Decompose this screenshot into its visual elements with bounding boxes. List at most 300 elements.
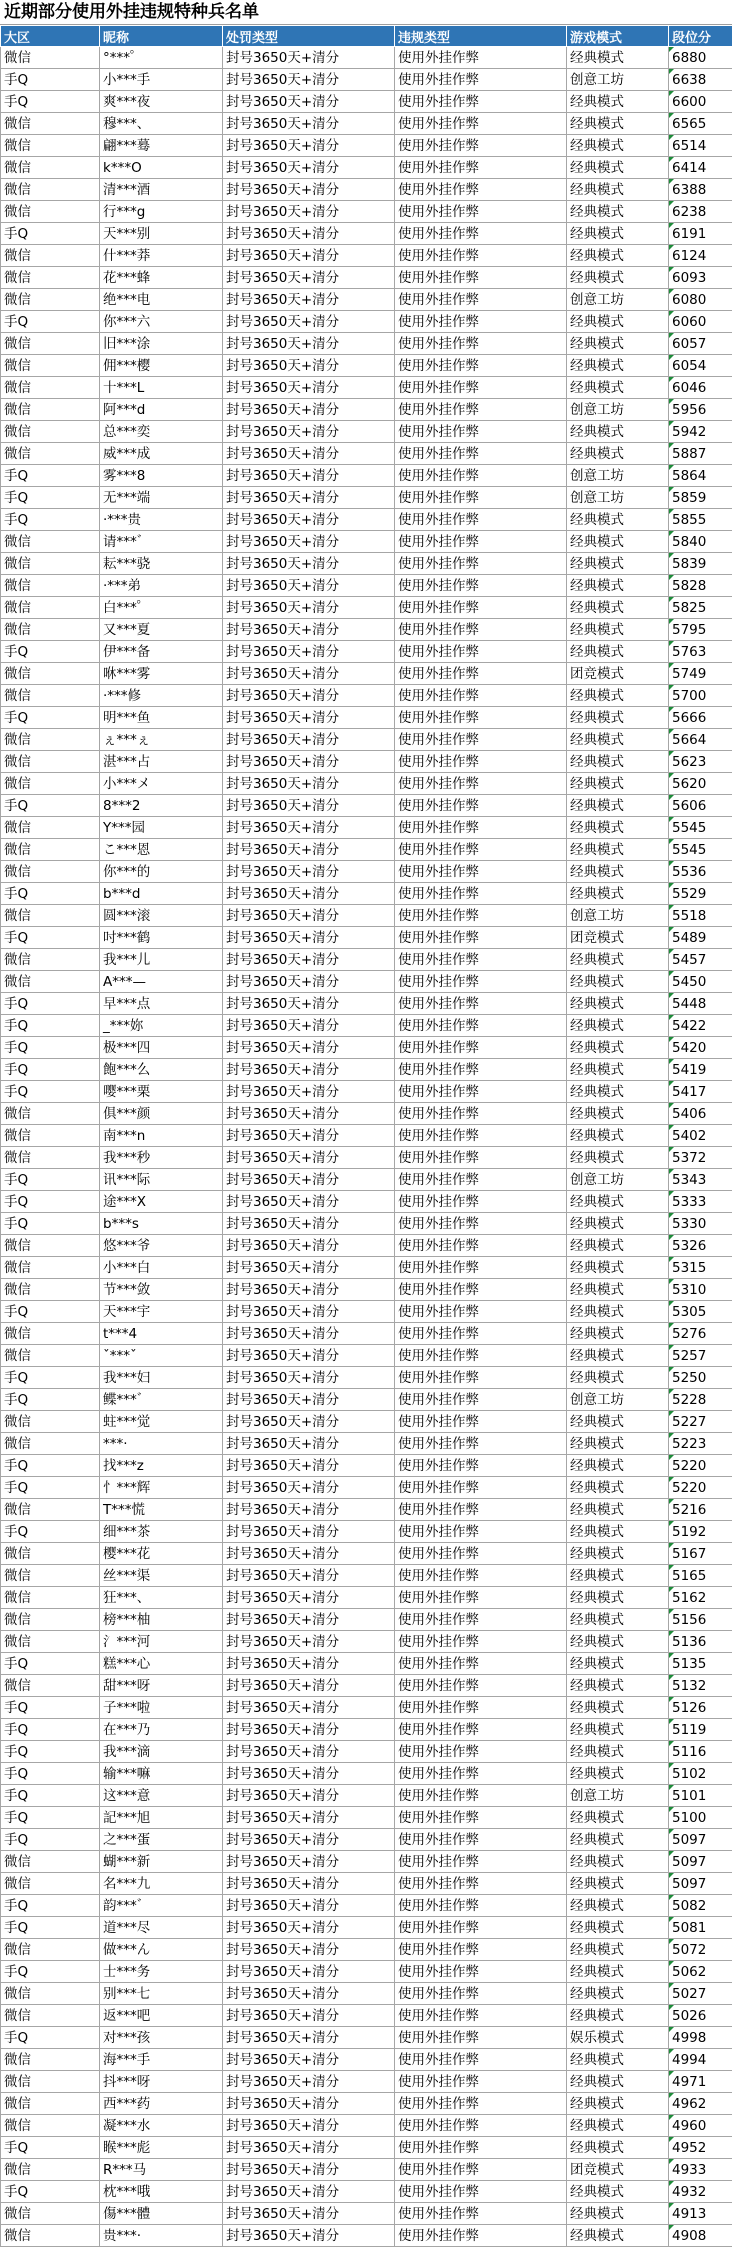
cell-penalty[interactable]: 封号3650天+清分 bbox=[223, 971, 395, 993]
header-rank-score[interactable]: 段位分 bbox=[669, 26, 732, 47]
cell-game-mode[interactable]: 经典模式 bbox=[567, 377, 669, 399]
header-game-mode[interactable]: 游戏模式 bbox=[567, 26, 669, 47]
cell-game-mode[interactable]: 经典模式 bbox=[567, 1081, 669, 1103]
cell-penalty[interactable]: 封号3650天+清分 bbox=[223, 421, 395, 443]
cell-nickname[interactable]: こ***恩 bbox=[100, 839, 223, 861]
cell-violation[interactable]: 使用外挂作弊 bbox=[395, 245, 567, 267]
cell-rank-score[interactable]: 5529 bbox=[669, 883, 732, 905]
cell-violation[interactable]: 使用外挂作弊 bbox=[395, 619, 567, 641]
cell-penalty[interactable]: 封号3650天+清分 bbox=[223, 2203, 395, 2225]
cell-region[interactable]: 微信 bbox=[1, 2049, 100, 2071]
cell-penalty[interactable]: 封号3650天+清分 bbox=[223, 1521, 395, 1543]
cell-penalty[interactable]: 封号3650天+清分 bbox=[223, 201, 395, 223]
cell-nickname[interactable]: ぇ***ぇ bbox=[100, 729, 223, 751]
cell-region[interactable]: 微信 bbox=[1, 619, 100, 641]
cell-region[interactable]: 微信 bbox=[1, 443, 100, 465]
cell-rank-score[interactable]: 5305 bbox=[669, 1301, 732, 1323]
cell-nickname[interactable]: 甜***呀 bbox=[100, 1675, 223, 1697]
cell-nickname[interactable]: 丝***渠 bbox=[100, 1565, 223, 1587]
cell-nickname[interactable]: 樱***花 bbox=[100, 1543, 223, 1565]
cell-region[interactable]: 微信 bbox=[1, 971, 100, 993]
cell-violation[interactable]: 使用外挂作弊 bbox=[395, 2049, 567, 2071]
cell-region[interactable]: 微信 bbox=[1, 1345, 100, 1367]
cell-penalty[interactable]: 封号3650天+清分 bbox=[223, 553, 395, 575]
cell-region[interactable]: 微信 bbox=[1, 729, 100, 751]
cell-region[interactable]: 微信 bbox=[1, 1433, 100, 1455]
cell-penalty[interactable]: 封号3650天+清分 bbox=[223, 1125, 395, 1147]
cell-nickname[interactable]: 你***六 bbox=[100, 311, 223, 333]
cell-penalty[interactable]: 封号3650天+清分 bbox=[223, 1169, 395, 1191]
cell-penalty[interactable]: 封号3650天+清分 bbox=[223, 2093, 395, 2115]
cell-rank-score[interactable]: 5956 bbox=[669, 399, 732, 421]
cell-violation[interactable]: 使用外挂作弊 bbox=[395, 1103, 567, 1125]
cell-game-mode[interactable]: 经典模式 bbox=[567, 817, 669, 839]
cell-region[interactable]: 手Q bbox=[1, 795, 100, 817]
cell-penalty[interactable]: 封号3650天+清分 bbox=[223, 2181, 395, 2203]
cell-violation[interactable]: 使用外挂作弊 bbox=[395, 1147, 567, 1169]
cell-region[interactable]: 微信 bbox=[1, 333, 100, 355]
cell-nickname[interactable]: 节***敛 bbox=[100, 1279, 223, 1301]
cell-rank-score[interactable]: 5419 bbox=[669, 1059, 732, 1081]
cell-nickname[interactable]: 鲽***゛ bbox=[100, 1389, 223, 1411]
cell-rank-score[interactable]: 5839 bbox=[669, 553, 732, 575]
cell-penalty[interactable]: 封号3650天+清分 bbox=[223, 91, 395, 113]
cell-game-mode[interactable]: 经典模式 bbox=[567, 641, 669, 663]
cell-penalty[interactable]: 封号3650天+清分 bbox=[223, 1829, 395, 1851]
cell-rank-score[interactable]: 5097 bbox=[669, 1873, 732, 1895]
cell-rank-score[interactable]: 5448 bbox=[669, 993, 732, 1015]
cell-rank-score[interactable]: 5623 bbox=[669, 751, 732, 773]
cell-nickname[interactable]: 讯***际 bbox=[100, 1169, 223, 1191]
cell-penalty[interactable]: 封号3650天+清分 bbox=[223, 1719, 395, 1741]
cell-penalty[interactable]: 封号3650天+清分 bbox=[223, 69, 395, 91]
cell-penalty[interactable]: 封号3650天+清分 bbox=[223, 179, 395, 201]
cell-game-mode[interactable]: 创意工坊 bbox=[567, 1785, 669, 1807]
cell-rank-score[interactable]: 6880 bbox=[669, 47, 732, 69]
cell-rank-score[interactable]: 5167 bbox=[669, 1543, 732, 1565]
cell-violation[interactable]: 使用外挂作弊 bbox=[395, 839, 567, 861]
cell-nickname[interactable]: 在***乃 bbox=[100, 1719, 223, 1741]
cell-violation[interactable]: 使用外挂作弊 bbox=[395, 135, 567, 157]
cell-nickname[interactable]: 狂***、 bbox=[100, 1587, 223, 1609]
cell-game-mode[interactable]: 经典模式 bbox=[567, 1565, 669, 1587]
cell-game-mode[interactable]: 经典模式 bbox=[567, 1631, 669, 1653]
cell-region[interactable]: 微信 bbox=[1, 2005, 100, 2027]
cell-violation[interactable]: 使用外挂作弊 bbox=[395, 817, 567, 839]
cell-rank-score[interactable]: 5545 bbox=[669, 839, 732, 861]
cell-penalty[interactable]: 封号3650天+清分 bbox=[223, 465, 395, 487]
cell-violation[interactable]: 使用外挂作弊 bbox=[395, 1565, 567, 1587]
cell-nickname[interactable]: 返***吧 bbox=[100, 2005, 223, 2027]
cell-game-mode[interactable]: 经典模式 bbox=[567, 1455, 669, 1477]
cell-rank-score[interactable]: 5192 bbox=[669, 1521, 732, 1543]
cell-violation[interactable]: 使用外挂作弊 bbox=[395, 905, 567, 927]
cell-nickname[interactable]: 绝***电 bbox=[100, 289, 223, 311]
cell-rank-score[interactable]: 5100 bbox=[669, 1807, 732, 1829]
cell-nickname[interactable]: 道***尽 bbox=[100, 1917, 223, 1939]
cell-game-mode[interactable]: 经典模式 bbox=[567, 2225, 669, 2247]
cell-game-mode[interactable]: 娱乐模式 bbox=[567, 2027, 669, 2049]
cell-game-mode[interactable]: 创意工坊 bbox=[567, 69, 669, 91]
cell-rank-score[interactable]: 5666 bbox=[669, 707, 732, 729]
cell-violation[interactable]: 使用外挂作弊 bbox=[395, 883, 567, 905]
cell-penalty[interactable]: 封号3650天+清分 bbox=[223, 289, 395, 311]
cell-nickname[interactable]: 蛀***觉 bbox=[100, 1411, 223, 1433]
cell-region[interactable]: 手Q bbox=[1, 223, 100, 245]
header-region[interactable]: 大区 bbox=[1, 26, 100, 47]
cell-region[interactable]: 手Q bbox=[1, 1367, 100, 1389]
cell-penalty[interactable]: 封号3650天+清分 bbox=[223, 399, 395, 421]
cell-game-mode[interactable]: 经典模式 bbox=[567, 135, 669, 157]
cell-penalty[interactable]: 封号3650天+清分 bbox=[223, 223, 395, 245]
cell-rank-score[interactable]: 5536 bbox=[669, 861, 732, 883]
cell-rank-score[interactable]: 5135 bbox=[669, 1653, 732, 1675]
cell-nickname[interactable]: 十***L bbox=[100, 377, 223, 399]
cell-penalty[interactable]: 封号3650天+清分 bbox=[223, 1367, 395, 1389]
cell-game-mode[interactable]: 团竞模式 bbox=[567, 927, 669, 949]
cell-region[interactable]: 微信 bbox=[1, 1873, 100, 1895]
cell-nickname[interactable]: 总***奕 bbox=[100, 421, 223, 443]
cell-violation[interactable]: 使用外挂作弊 bbox=[395, 1609, 567, 1631]
cell-rank-score[interactable]: 5220 bbox=[669, 1477, 732, 1499]
cell-penalty[interactable]: 封号3650天+清分 bbox=[223, 1983, 395, 2005]
cell-violation[interactable]: 使用外挂作弊 bbox=[395, 2027, 567, 2049]
cell-game-mode[interactable]: 经典模式 bbox=[567, 1213, 669, 1235]
cell-region[interactable]: 微信 bbox=[1, 1851, 100, 1873]
cell-rank-score[interactable]: 6565 bbox=[669, 113, 732, 135]
cell-violation[interactable]: 使用外挂作弊 bbox=[395, 201, 567, 223]
cell-region[interactable]: 微信 bbox=[1, 179, 100, 201]
cell-game-mode[interactable]: 经典模式 bbox=[567, 597, 669, 619]
cell-rank-score[interactable]: 6046 bbox=[669, 377, 732, 399]
cell-violation[interactable]: 使用外挂作弊 bbox=[395, 2159, 567, 2181]
cell-game-mode[interactable]: 经典模式 bbox=[567, 619, 669, 641]
cell-violation[interactable]: 使用外挂作弊 bbox=[395, 993, 567, 1015]
header-nickname[interactable]: 昵称 bbox=[100, 26, 223, 47]
cell-violation[interactable]: 使用外挂作弊 bbox=[395, 971, 567, 993]
cell-penalty[interactable]: 封号3650天+清分 bbox=[223, 135, 395, 157]
cell-region[interactable]: 微信 bbox=[1, 1147, 100, 1169]
cell-game-mode[interactable]: 经典模式 bbox=[567, 201, 669, 223]
cell-penalty[interactable]: 封号3650天+清分 bbox=[223, 729, 395, 751]
cell-penalty[interactable]: 封号3650天+清分 bbox=[223, 1345, 395, 1367]
cell-region[interactable]: 手Q bbox=[1, 1037, 100, 1059]
cell-rank-score[interactable]: 5216 bbox=[669, 1499, 732, 1521]
cell-violation[interactable]: 使用外挂作弊 bbox=[395, 949, 567, 971]
cell-violation[interactable]: 使用外挂作弊 bbox=[395, 1455, 567, 1477]
cell-violation[interactable]: 使用外挂作弊 bbox=[395, 91, 567, 113]
cell-nickname[interactable]: 花***蜂 bbox=[100, 267, 223, 289]
cell-region[interactable]: 微信 bbox=[1, 135, 100, 157]
cell-nickname[interactable]: 什***莽 bbox=[100, 245, 223, 267]
cell-game-mode[interactable]: 经典模式 bbox=[567, 1543, 669, 1565]
cell-violation[interactable]: 使用外挂作弊 bbox=[395, 1191, 567, 1213]
cell-region[interactable]: 微信 bbox=[1, 751, 100, 773]
cell-rank-score[interactable]: 5276 bbox=[669, 1323, 732, 1345]
cell-rank-score[interactable]: 5828 bbox=[669, 575, 732, 597]
cell-region[interactable]: 手Q bbox=[1, 1059, 100, 1081]
cell-rank-score[interactable]: 5310 bbox=[669, 1279, 732, 1301]
cell-rank-score[interactable]: 4962 bbox=[669, 2093, 732, 2115]
cell-penalty[interactable]: 封号3650天+清分 bbox=[223, 861, 395, 883]
cell-penalty[interactable]: 封号3650天+清分 bbox=[223, 1433, 395, 1455]
cell-game-mode[interactable]: 经典模式 bbox=[567, 2071, 669, 2093]
cell-rank-score[interactable]: 5855 bbox=[669, 509, 732, 531]
cell-violation[interactable]: 使用外挂作弊 bbox=[395, 1081, 567, 1103]
cell-game-mode[interactable]: 经典模式 bbox=[567, 2005, 669, 2027]
cell-nickname[interactable]: 忄***辉 bbox=[100, 1477, 223, 1499]
cell-region[interactable]: 微信 bbox=[1, 1125, 100, 1147]
cell-violation[interactable]: 使用外挂作弊 bbox=[395, 1037, 567, 1059]
cell-region[interactable]: 手Q bbox=[1, 1763, 100, 1785]
cell-region[interactable]: 手Q bbox=[1, 1015, 100, 1037]
cell-nickname[interactable]: 榜***柚 bbox=[100, 1609, 223, 1631]
cell-violation[interactable]: 使用外挂作弊 bbox=[395, 1279, 567, 1301]
cell-nickname[interactable]: 傷***體 bbox=[100, 2203, 223, 2225]
cell-violation[interactable]: 使用外挂作弊 bbox=[395, 1125, 567, 1147]
cell-game-mode[interactable]: 创意工坊 bbox=[567, 1169, 669, 1191]
cell-region[interactable]: 微信 bbox=[1, 2071, 100, 2093]
cell-nickname[interactable]: 名***九 bbox=[100, 1873, 223, 1895]
cell-nickname[interactable]: 穆***、 bbox=[100, 113, 223, 135]
cell-violation[interactable]: 使用外挂作弊 bbox=[395, 575, 567, 597]
cell-game-mode[interactable]: 经典模式 bbox=[567, 2137, 669, 2159]
cell-game-mode[interactable]: 经典模式 bbox=[567, 1345, 669, 1367]
cell-penalty[interactable]: 封号3650天+清分 bbox=[223, 333, 395, 355]
cell-region[interactable]: 手Q bbox=[1, 927, 100, 949]
cell-rank-score[interactable]: 6191 bbox=[669, 223, 732, 245]
cell-nickname[interactable]: 输***嘛 bbox=[100, 1763, 223, 1785]
cell-game-mode[interactable]: 经典模式 bbox=[567, 267, 669, 289]
cell-rank-score[interactable]: 5220 bbox=[669, 1455, 732, 1477]
cell-penalty[interactable]: 封号3650天+清分 bbox=[223, 817, 395, 839]
cell-region[interactable]: 微信 bbox=[1, 949, 100, 971]
cell-nickname[interactable]: 咻***雾 bbox=[100, 663, 223, 685]
cell-rank-score[interactable]: 5257 bbox=[669, 1345, 732, 1367]
cell-nickname[interactable]: 爽***夜 bbox=[100, 91, 223, 113]
cell-game-mode[interactable]: 经典模式 bbox=[567, 1147, 669, 1169]
cell-region[interactable]: 手Q bbox=[1, 1213, 100, 1235]
cell-game-mode[interactable]: 经典模式 bbox=[567, 1125, 669, 1147]
cell-violation[interactable]: 使用外挂作弊 bbox=[395, 1345, 567, 1367]
cell-game-mode[interactable]: 创意工坊 bbox=[567, 905, 669, 927]
cell-nickname[interactable]: t***4 bbox=[100, 1323, 223, 1345]
cell-penalty[interactable]: 封号3650天+清分 bbox=[223, 993, 395, 1015]
cell-nickname[interactable]: 悠***爷 bbox=[100, 1235, 223, 1257]
cell-violation[interactable]: 使用外挂作弊 bbox=[395, 663, 567, 685]
cell-rank-score[interactable]: 6414 bbox=[669, 157, 732, 179]
cell-penalty[interactable]: 封号3650天+清分 bbox=[223, 2071, 395, 2093]
cell-penalty[interactable]: 封号3650天+清分 bbox=[223, 1785, 395, 1807]
cell-violation[interactable]: 使用外挂作弊 bbox=[395, 1631, 567, 1653]
cell-penalty[interactable]: 封号3650天+清分 bbox=[223, 1499, 395, 1521]
cell-region[interactable]: 手Q bbox=[1, 465, 100, 487]
cell-game-mode[interactable]: 创意工坊 bbox=[567, 289, 669, 311]
cell-nickname[interactable]: 小***白 bbox=[100, 1257, 223, 1279]
cell-rank-score[interactable]: 4908 bbox=[669, 2225, 732, 2247]
cell-penalty[interactable]: 封号3650天+清分 bbox=[223, 685, 395, 707]
cell-rank-score[interactable]: 5097 bbox=[669, 1829, 732, 1851]
cell-violation[interactable]: 使用外挂作弊 bbox=[395, 707, 567, 729]
cell-region[interactable]: 微信 bbox=[1, 1257, 100, 1279]
cell-violation[interactable]: 使用外挂作弊 bbox=[395, 1015, 567, 1037]
cell-region[interactable]: 手Q bbox=[1, 1807, 100, 1829]
cell-rank-score[interactable]: 5749 bbox=[669, 663, 732, 685]
cell-region[interactable]: 微信 bbox=[1, 1609, 100, 1631]
cell-game-mode[interactable]: 经典模式 bbox=[567, 1037, 669, 1059]
cell-penalty[interactable]: 封号3650天+清分 bbox=[223, 1103, 395, 1125]
cell-penalty[interactable]: 封号3650天+清分 bbox=[223, 2027, 395, 2049]
cell-region[interactable]: 手Q bbox=[1, 1301, 100, 1323]
cell-nickname[interactable]: 吋***鹤 bbox=[100, 927, 223, 949]
cell-game-mode[interactable]: 创意工坊 bbox=[567, 1389, 669, 1411]
cell-nickname[interactable]: 途***X bbox=[100, 1191, 223, 1213]
cell-region[interactable]: 微信 bbox=[1, 1587, 100, 1609]
cell-region[interactable]: 微信 bbox=[1, 575, 100, 597]
cell-violation[interactable]: 使用外挂作弊 bbox=[395, 355, 567, 377]
cell-penalty[interactable]: 封号3650天+清分 bbox=[223, 113, 395, 135]
cell-rank-score[interactable]: 4952 bbox=[669, 2137, 732, 2159]
cell-penalty[interactable]: 封号3650天+清分 bbox=[223, 905, 395, 927]
cell-penalty[interactable]: 封号3650天+清分 bbox=[223, 1037, 395, 1059]
cell-nickname[interactable]: 翩***蓦 bbox=[100, 135, 223, 157]
cell-violation[interactable]: 使用外挂作弊 bbox=[395, 421, 567, 443]
cell-region[interactable]: 手Q bbox=[1, 1653, 100, 1675]
cell-region[interactable]: 微信 bbox=[1, 289, 100, 311]
cell-violation[interactable]: 使用外挂作弊 bbox=[395, 113, 567, 135]
cell-game-mode[interactable]: 经典模式 bbox=[567, 1961, 669, 1983]
cell-rank-score[interactable]: 5026 bbox=[669, 2005, 732, 2027]
cell-rank-score[interactable]: 5165 bbox=[669, 1565, 732, 1587]
cell-rank-score[interactable]: 5132 bbox=[669, 1675, 732, 1697]
cell-game-mode[interactable]: 经典模式 bbox=[567, 355, 669, 377]
cell-region[interactable]: 微信 bbox=[1, 1543, 100, 1565]
cell-penalty[interactable]: 封号3650天+清分 bbox=[223, 1477, 395, 1499]
cell-game-mode[interactable]: 经典模式 bbox=[567, 509, 669, 531]
cell-violation[interactable]: 使用外挂作弊 bbox=[395, 1851, 567, 1873]
cell-nickname[interactable]: 威***成 bbox=[100, 443, 223, 465]
cell-penalty[interactable]: 封号3650天+清分 bbox=[223, 1741, 395, 1763]
cell-nickname[interactable]: 请***゛ bbox=[100, 531, 223, 553]
cell-game-mode[interactable]: 经典模式 bbox=[567, 1895, 669, 1917]
cell-violation[interactable]: 使用外挂作弊 bbox=[395, 1521, 567, 1543]
cell-rank-score[interactable]: 5402 bbox=[669, 1125, 732, 1147]
cell-nickname[interactable]: 贵***· bbox=[100, 2225, 223, 2247]
cell-rank-score[interactable]: 6600 bbox=[669, 91, 732, 113]
cell-penalty[interactable]: 封号3650天+清分 bbox=[223, 1015, 395, 1037]
cell-violation[interactable]: 使用外挂作弊 bbox=[395, 1785, 567, 1807]
cell-game-mode[interactable]: 经典模式 bbox=[567, 47, 669, 69]
cell-nickname[interactable]: 8***2 bbox=[100, 795, 223, 817]
cell-violation[interactable]: 使用外挂作弊 bbox=[395, 861, 567, 883]
cell-rank-score[interactable]: 5250 bbox=[669, 1367, 732, 1389]
cell-region[interactable]: 微信 bbox=[1, 1675, 100, 1697]
cell-nickname[interactable]: 糕***心 bbox=[100, 1653, 223, 1675]
cell-violation[interactable]: 使用外挂作弊 bbox=[395, 751, 567, 773]
cell-rank-score[interactable]: 5116 bbox=[669, 1741, 732, 1763]
cell-nickname[interactable]: 早***点 bbox=[100, 993, 223, 1015]
cell-nickname[interactable]: 行***g bbox=[100, 201, 223, 223]
cell-nickname[interactable]: 抖***呀 bbox=[100, 2071, 223, 2093]
cell-nickname[interactable]: 小***手 bbox=[100, 69, 223, 91]
cell-violation[interactable]: 使用外挂作弊 bbox=[395, 1213, 567, 1235]
cell-game-mode[interactable]: 经典模式 bbox=[567, 1675, 669, 1697]
cell-game-mode[interactable]: 经典模式 bbox=[567, 1763, 669, 1785]
cell-nickname[interactable]: 凝***水 bbox=[100, 2115, 223, 2137]
cell-rank-score[interactable]: 5417 bbox=[669, 1081, 732, 1103]
cell-penalty[interactable]: 封号3650天+清分 bbox=[223, 1961, 395, 1983]
cell-region[interactable]: 手Q bbox=[1, 1081, 100, 1103]
cell-violation[interactable]: 使用外挂作弊 bbox=[395, 1257, 567, 1279]
cell-game-mode[interactable]: 经典模式 bbox=[567, 531, 669, 553]
cell-region[interactable]: 微信 bbox=[1, 685, 100, 707]
cell-rank-score[interactable]: 5840 bbox=[669, 531, 732, 553]
cell-nickname[interactable]: 旧***涂 bbox=[100, 333, 223, 355]
cell-penalty[interactable]: 封号3650天+清分 bbox=[223, 1653, 395, 1675]
cell-nickname[interactable]: 天***宇 bbox=[100, 1301, 223, 1323]
cell-game-mode[interactable]: 经典模式 bbox=[567, 421, 669, 443]
cell-penalty[interactable]: 封号3650天+清分 bbox=[223, 1697, 395, 1719]
cell-violation[interactable]: 使用外挂作弊 bbox=[395, 641, 567, 663]
cell-game-mode[interactable]: 经典模式 bbox=[567, 971, 669, 993]
cell-game-mode[interactable]: 经典模式 bbox=[567, 113, 669, 135]
cell-penalty[interactable]: 封号3650天+清分 bbox=[223, 2137, 395, 2159]
cell-game-mode[interactable]: 经典模式 bbox=[567, 157, 669, 179]
cell-nickname[interactable]: 我***儿 bbox=[100, 949, 223, 971]
cell-penalty[interactable]: 封号3650天+清分 bbox=[223, 883, 395, 905]
cell-game-mode[interactable]: 经典模式 bbox=[567, 575, 669, 597]
cell-violation[interactable]: 使用外挂作弊 bbox=[395, 377, 567, 399]
cell-violation[interactable]: 使用外挂作弊 bbox=[395, 443, 567, 465]
cell-rank-score[interactable]: 4994 bbox=[669, 2049, 732, 2071]
cell-penalty[interactable]: 封号3650天+清分 bbox=[223, 1301, 395, 1323]
cell-rank-score[interactable]: 5136 bbox=[669, 1631, 732, 1653]
cell-nickname[interactable]: R***马 bbox=[100, 2159, 223, 2181]
cell-region[interactable]: 微信 bbox=[1, 839, 100, 861]
cell-violation[interactable]: 使用外挂作弊 bbox=[395, 179, 567, 201]
cell-violation[interactable]: 使用外挂作弊 bbox=[395, 1741, 567, 1763]
cell-region[interactable]: 微信 bbox=[1, 421, 100, 443]
cell-rank-score[interactable]: 5420 bbox=[669, 1037, 732, 1059]
cell-game-mode[interactable]: 经典模式 bbox=[567, 1917, 669, 1939]
cell-region[interactable]: 手Q bbox=[1, 1697, 100, 1719]
cell-region[interactable]: 手Q bbox=[1, 2181, 100, 2203]
cell-game-mode[interactable]: 经典模式 bbox=[567, 91, 669, 113]
cell-region[interactable]: 手Q bbox=[1, 1961, 100, 1983]
cell-region[interactable]: 微信 bbox=[1, 2203, 100, 2225]
cell-game-mode[interactable]: 经典模式 bbox=[567, 1499, 669, 1521]
cell-violation[interactable]: 使用外挂作弊 bbox=[395, 399, 567, 421]
cell-penalty[interactable]: 封号3650天+清分 bbox=[223, 1917, 395, 1939]
cell-nickname[interactable]: b***s bbox=[100, 1213, 223, 1235]
cell-nickname[interactable]: 嘤***栗 bbox=[100, 1081, 223, 1103]
cell-penalty[interactable]: 封号3650天+清分 bbox=[223, 575, 395, 597]
cell-nickname[interactable]: 伊***备 bbox=[100, 641, 223, 663]
cell-rank-score[interactable]: 5422 bbox=[669, 1015, 732, 1037]
cell-violation[interactable]: 使用外挂作弊 bbox=[395, 1169, 567, 1191]
cell-game-mode[interactable]: 经典模式 bbox=[567, 1609, 669, 1631]
cell-region[interactable]: 微信 bbox=[1, 1323, 100, 1345]
cell-nickname[interactable]: 阿***d bbox=[100, 399, 223, 421]
cell-region[interactable]: 手Q bbox=[1, 1521, 100, 1543]
cell-rank-score[interactable]: 5457 bbox=[669, 949, 732, 971]
cell-nickname[interactable]: 无***端 bbox=[100, 487, 223, 509]
cell-penalty[interactable]: 封号3650天+清分 bbox=[223, 839, 395, 861]
cell-violation[interactable]: 使用外挂作弊 bbox=[395, 311, 567, 333]
cell-region[interactable]: 手Q bbox=[1, 1477, 100, 1499]
cell-nickname[interactable]: 雾***8 bbox=[100, 465, 223, 487]
cell-rank-score[interactable]: 5942 bbox=[669, 421, 732, 443]
